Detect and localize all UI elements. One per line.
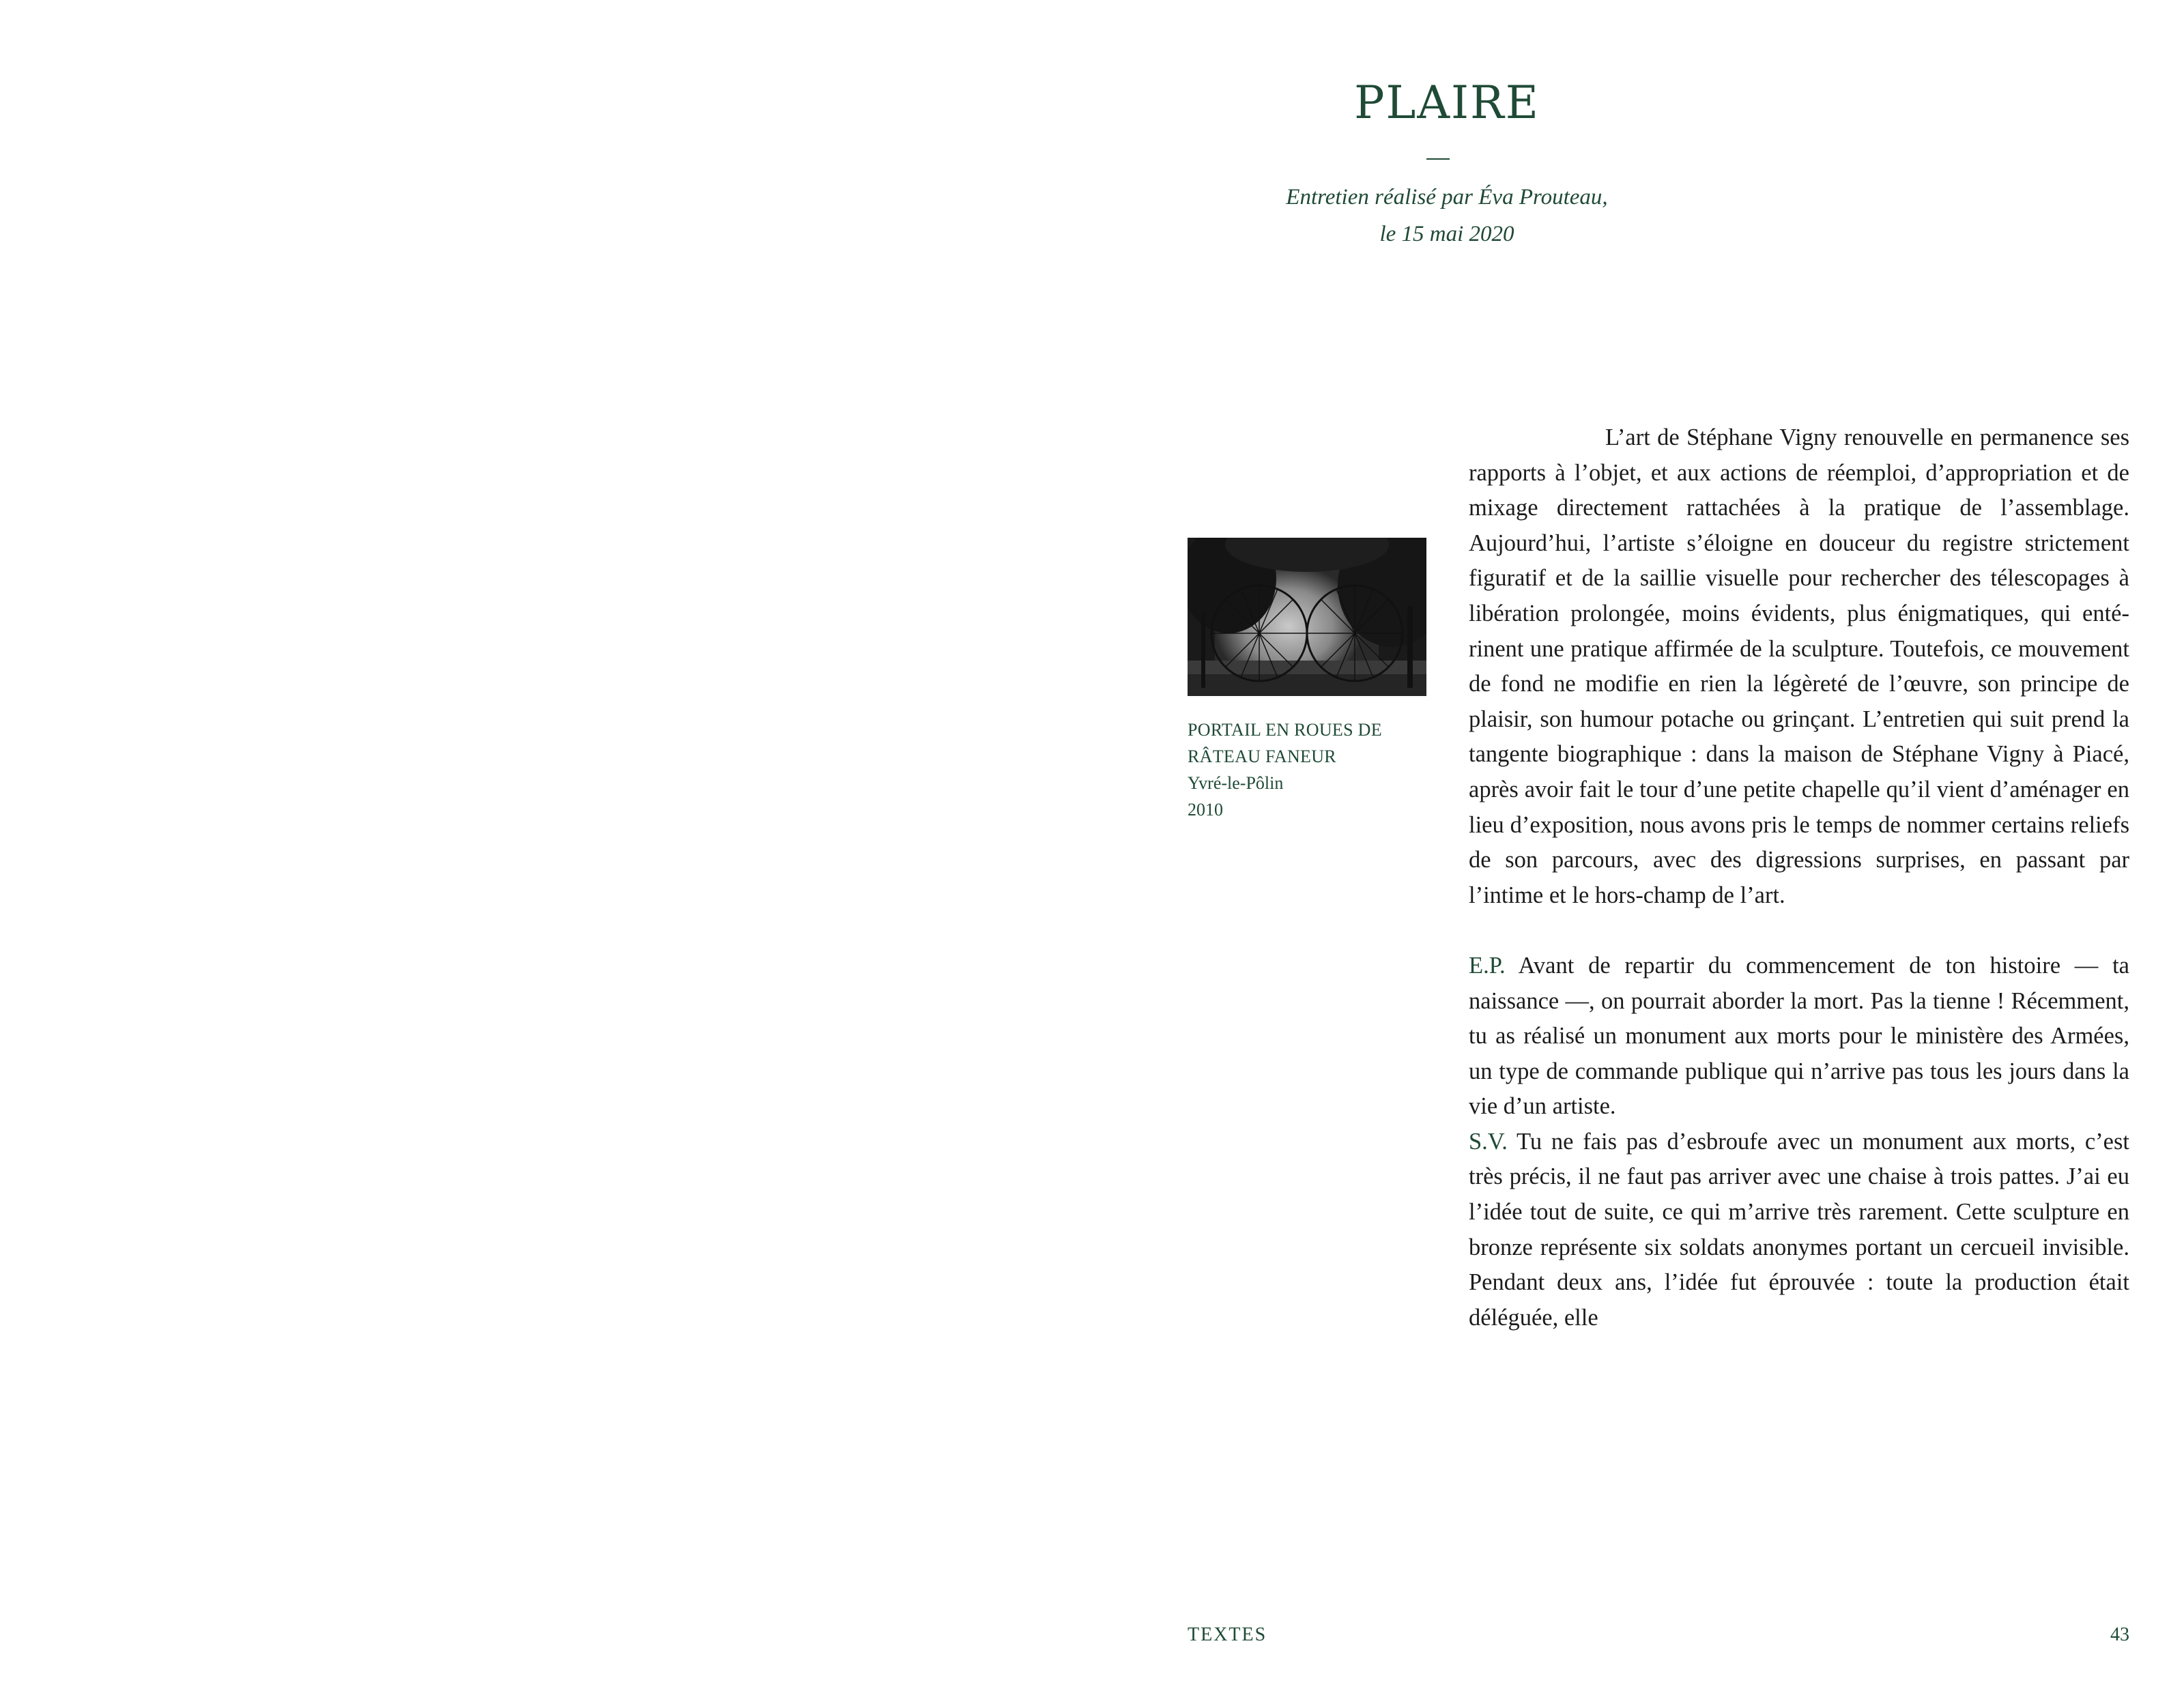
page-subtitle <box>1147 179 1747 252</box>
caption-place: Yvré-le-Pôlin <box>1188 773 1284 793</box>
subtitle-line-author: Entretien réalisé par Éva Prouteau, <box>1286 185 1608 209</box>
speaker-ep: E.P. <box>1469 952 1506 979</box>
answer-paragraph <box>1469 1125 2129 1336</box>
footer-section-label: TEXTES <box>1188 1624 1267 1645</box>
page-title: PLAIRE <box>1354 76 1540 129</box>
speaker-sv: S.V. <box>1469 1128 1508 1155</box>
title-dash-divider <box>1426 158 1450 160</box>
answer-text: Tu ne fais pas d’esbroufe avec un monument aux morts, c’est très précis, il ne faut pas arriver avec une chaise à trois pattes. J’ai eu l’idée tout de suite, ce qui m’arrive très rarement. Cette sculpture en bronze représente six soldats anonymes portant un cercueil invisible. Pendant deux ans, l’idée fut éprouvée : toute la production était déléguée, elle <box>1469 1128 2129 1331</box>
gate-photo <box>1188 538 1426 696</box>
article-body <box>1469 420 2129 1335</box>
question-text: Avant de repartir du commencement de ton histoire — ta naissance —, on pourrait aborder la mort. Pas la tienne ! Récemment, tu as réalisé un monument aux morts pour le ministère des Armées, un type de commande publique qui n’arrive pas tous les jours dans la vie d’un artiste. <box>1469 952 2129 1120</box>
question-paragraph <box>1469 949 2129 1125</box>
caption-year: 2010 <box>1188 800 1223 820</box>
paragraph-spacer <box>1469 913 2129 949</box>
figure-caption <box>1188 717 1433 823</box>
caption-title-line2: RÂTEAU FANEUR <box>1188 747 1336 766</box>
subtitle-line-date: le 15 mai 2020 <box>1379 222 1514 246</box>
footer-page-number: 43 <box>2110 1624 2129 1645</box>
caption-title-line1: PORTAIL EN ROUES DE <box>1188 720 1382 740</box>
gate-photo-illustration <box>1188 538 1426 696</box>
intro-paragraph: L’art de Stéphane Vigny renouvelle en permanence ses rapports à l’objet, et aux actions de réemploi, d’appropriation et de mixage directement rattachées à la pratique de l’assemblage. Aujourd’hui, l’artiste s’éloigne en douceur du registre strictement figuratif et de la saillie visuelle pour rechercher des télescopages à libération prolongée, moins évidents, plus énigmatiques, qui entérinent une pratique affirmée de la sculpture. Toutefois, ce mouvement de fond ne modifie en rien la légèreté de l’œuvre, son principe de plaisir, son humour potache ou grinçant. L’entretien qui suit prend la tangente biographique : dans la maison de Stéphane Vigny à Piacé, après avoir fait le tour d’une petite chapelle qu’il vient d’aménager en lieu d’exposition, nous avons pris le temps de nommer certains reliefs de son parcours, avec des digressions surprises, en passant par l’intime et le hors-champ de l’art. <box>1469 424 2129 908</box>
